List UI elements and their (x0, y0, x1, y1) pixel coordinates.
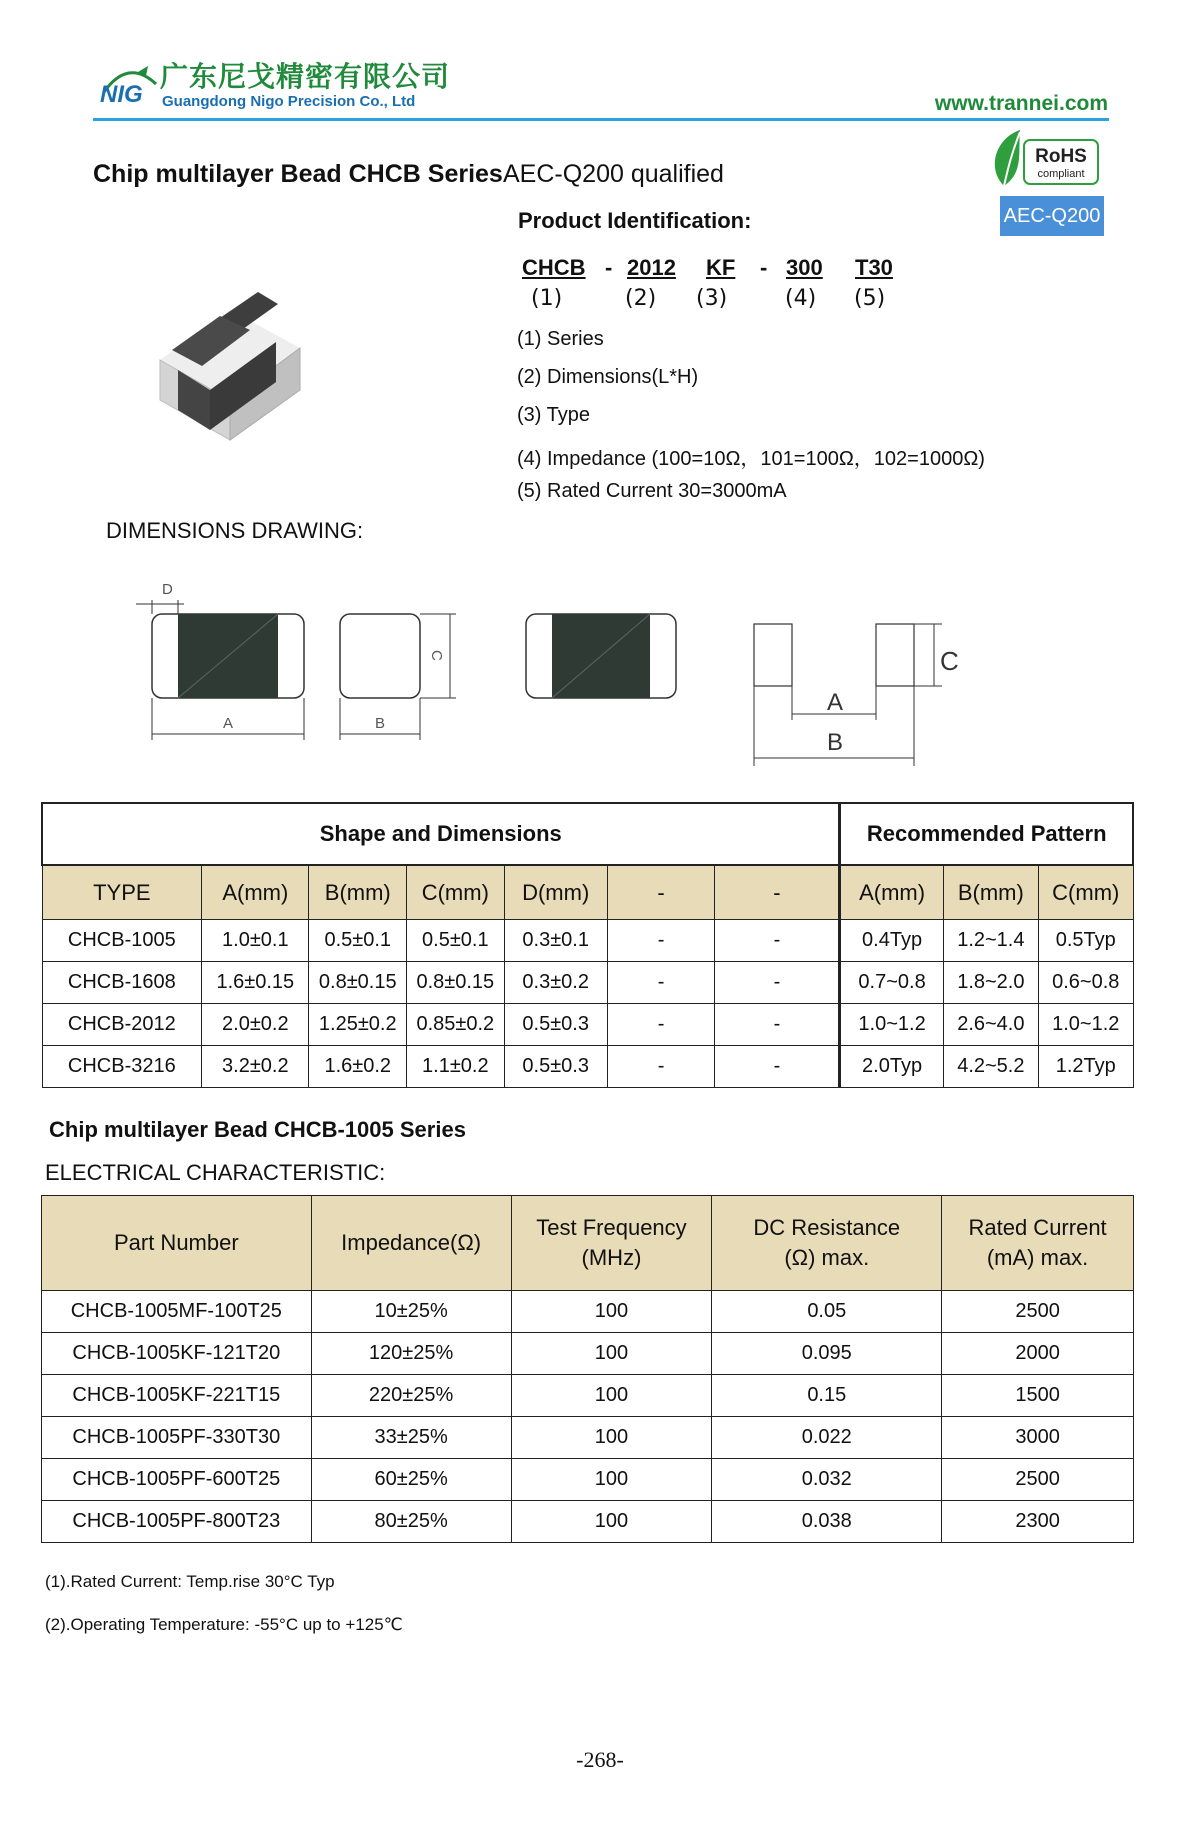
aec-qualified-label: AEC-Q200 qualified (503, 160, 724, 188)
table-cell: 2500 (942, 1291, 1134, 1333)
table-cell: 1.25±0.2 (309, 1004, 407, 1046)
column-header: A(mm) (840, 865, 943, 920)
table-cell: - (607, 1046, 715, 1088)
shape-dimensions-caption: Shape and Dimensions (42, 803, 840, 865)
pid-code-impedance: 300 (786, 255, 823, 280)
part-number-cell: CHCB-1005PF-330T30 (42, 1417, 312, 1459)
dimensions-drawing (120, 570, 1120, 770)
part-number-cell: CHCB-1005PF-600T25 (42, 1459, 312, 1501)
note-rated-current: (1).Rated Current: Temp.rise 30°C Typ (45, 1572, 335, 1591)
table-cell: 100 (511, 1291, 712, 1333)
table-cell: 100 (511, 1375, 712, 1417)
chip-top-view (136, 581, 304, 740)
table-row (42, 1375, 1134, 1417)
pid-num: (1) (531, 286, 563, 311)
table-cell: 0.8±0.15 (407, 962, 505, 1004)
table-cell: 120±25% (311, 1333, 511, 1375)
table-cell: 0.3±0.2 (504, 962, 607, 1004)
table-cell: 2.0±0.2 (202, 1004, 309, 1046)
pattern-label-c: C (940, 646, 959, 676)
pid-dash: - (760, 255, 768, 280)
leaf-icon (995, 130, 1020, 186)
table-cell: 60±25% (311, 1459, 511, 1501)
website-link[interactable]: www.trannei.com (934, 92, 1108, 115)
table-cell: 1.2~1.4 (943, 920, 1038, 962)
table-cell: 80±25% (311, 1501, 511, 1543)
table-cell: - (715, 1004, 840, 1046)
product-identification-title: Product Identification: (518, 208, 752, 233)
table-cell: 0.095 (712, 1333, 942, 1375)
pid-description: (3) Type (517, 404, 590, 426)
table-cell: 0.038 (712, 1501, 942, 1543)
table-row (42, 1417, 1134, 1459)
electrical-characteristics-table (41, 1195, 1134, 1543)
table-cell: CHCB-1608 (42, 962, 202, 1004)
table-cell: 10±25% (311, 1291, 511, 1333)
column-header: B(mm) (943, 865, 1038, 920)
pattern-label-a: A (827, 689, 844, 716)
table-cell: 100 (511, 1459, 712, 1501)
pid-num: (2) (625, 286, 657, 311)
table-cell: 220±25% (311, 1375, 511, 1417)
table-row (42, 1291, 1134, 1333)
table-cell: 100 (511, 1417, 712, 1459)
table-cell: 1.0~1.2 (1039, 1004, 1133, 1046)
table-cell: 0.3±0.1 (504, 920, 607, 962)
table-cell: 2300 (942, 1501, 1134, 1543)
page-number: -268- (576, 1747, 624, 1772)
chip-front-view (526, 614, 676, 698)
table-row (42, 1459, 1134, 1501)
electrical-characteristic-title: ELECTRICAL CHARACTERISTIC: (45, 1160, 386, 1185)
table-cell: 0.032 (712, 1459, 942, 1501)
table-cell: 33±25% (311, 1417, 511, 1459)
column-header: Rated Current (mA) max. (942, 1196, 1134, 1291)
table-cell: - (715, 920, 840, 962)
table-cell: 100 (511, 1501, 712, 1543)
table-cell: 1.0±0.1 (202, 920, 309, 962)
pid-description: (1) Series (517, 328, 604, 350)
rohs-sublabel: compliant (1037, 168, 1085, 180)
recommended-pattern-caption: Recommended Pattern (840, 803, 1133, 865)
chip-side-view (340, 614, 456, 740)
chip-bead-photo (150, 290, 310, 450)
dim-label-b: B (375, 715, 386, 732)
pid-code-type: KF (706, 255, 736, 280)
table-row (42, 962, 1133, 1004)
table-cell: 1.8~2.0 (943, 962, 1038, 1004)
table-cell: 0.85±0.2 (407, 1004, 505, 1046)
company-name-en: Guangdong Nigo Precision Co., Ltd (162, 93, 416, 110)
aec-q200-badge: AEC-Q200 (1000, 196, 1104, 236)
rohs-label: RoHS (1035, 146, 1087, 167)
dimensions-drawing-title: DIMENSIONS DRAWING: (106, 518, 364, 543)
recommended-pattern-view (754, 624, 959, 766)
table-cell: - (607, 962, 715, 1004)
column-header: TYPE (42, 865, 202, 920)
rohs-badge (990, 128, 1102, 192)
logo-text: NIG (100, 81, 143, 108)
table-cell: CHCB-1005 (42, 920, 202, 962)
part-number-cell: CHCB-1005PF-800T23 (42, 1501, 312, 1543)
table-cell: 1.0~1.2 (840, 1004, 943, 1046)
column-header: A(mm) (202, 865, 309, 920)
table-cell: 2.6~4.0 (943, 1004, 1038, 1046)
pid-code-current: T30 (855, 255, 893, 280)
shape-dimensions-table (41, 802, 1134, 1088)
table-row (42, 1046, 1133, 1088)
table-cell: 2.0Typ (840, 1046, 943, 1088)
table-row (42, 1004, 1133, 1046)
part-number-cell: CHCB-1005KF-221T15 (42, 1375, 312, 1417)
table-cell: - (607, 920, 715, 962)
column-header: - (607, 865, 715, 920)
table-cell: - (715, 1046, 840, 1088)
table-cell: CHCB-3216 (42, 1046, 202, 1088)
pid-description: (5) Rated Current 30=3000mA (517, 480, 787, 502)
column-header: Impedance(Ω) (311, 1196, 511, 1291)
pid-dash: - (605, 255, 613, 280)
dim-label-d: D (162, 581, 173, 598)
table-cell: 0.05 (712, 1291, 942, 1333)
table-cell: 2000 (942, 1333, 1134, 1375)
pid-code-series: CHCB (522, 255, 586, 280)
column-header: D(mm) (504, 865, 607, 920)
pattern-label-b: B (827, 729, 844, 756)
part-number-cell: CHCB-1005MF-100T25 (42, 1291, 312, 1333)
column-header: C(mm) (407, 865, 505, 920)
table-cell: 0.7~0.8 (840, 962, 943, 1004)
table-cell: CHCB-2012 (42, 1004, 202, 1046)
table-cell: 0.5±0.1 (309, 920, 407, 962)
pid-description: (4) Impedance (100=10Ω，101=100Ω，102=1000Ω) (517, 448, 985, 470)
column-header: B(mm) (309, 865, 407, 920)
dim-label-a: A (223, 715, 234, 732)
column-header: Part Number (42, 1196, 312, 1291)
table-row (42, 1501, 1134, 1543)
table-cell: 1500 (942, 1375, 1134, 1417)
page-title: Chip multilayer Bead CHCB Series (93, 160, 503, 188)
table-cell: 0.15 (712, 1375, 942, 1417)
table-row (42, 920, 1133, 962)
company-logo (98, 62, 160, 114)
column-header: DC Resistance (Ω) max. (712, 1196, 942, 1291)
table-cell: 100 (511, 1333, 712, 1375)
pid-num: (3) (696, 286, 728, 311)
table-cell: 0.022 (712, 1417, 942, 1459)
table-cell: 1.6±0.2 (309, 1046, 407, 1088)
series-1005-title: Chip multilayer Bead CHCB-1005 Series (49, 1117, 466, 1142)
table-cell: 1.2Typ (1039, 1046, 1133, 1088)
table-cell: 0.5±0.3 (504, 1046, 607, 1088)
note-operating-temperature: (2).Operating Temperature: -55°C up to +125℃ (45, 1615, 403, 1634)
column-header: Test Frequency (MHz) (511, 1196, 712, 1291)
table-row (42, 1333, 1134, 1375)
dim-label-c: C (428, 650, 445, 661)
table-cell: 0.5±0.3 (504, 1004, 607, 1046)
table-cell: - (715, 962, 840, 1004)
pid-num: (5) (854, 286, 886, 311)
table-cell: 0.5±0.1 (407, 920, 505, 962)
table-cell: 0.8±0.15 (309, 962, 407, 1004)
column-header: C(mm) (1039, 865, 1133, 920)
pid-code-dimensions: 2012 (627, 255, 676, 280)
table-cell: 3000 (942, 1417, 1134, 1459)
table-cell: 0.5Typ (1039, 920, 1133, 962)
table-cell: - (607, 1004, 715, 1046)
table-cell: 3.2±0.2 (202, 1046, 309, 1088)
table-cell: 1.1±0.2 (407, 1046, 505, 1088)
part-number-cell: CHCB-1005KF-121T20 (42, 1333, 312, 1375)
company-name-cn: 广东尼戈精密有限公司 (160, 60, 451, 93)
table-cell: 4.2~5.2 (943, 1046, 1038, 1088)
table-cell: 1.6±0.15 (202, 962, 309, 1004)
pid-num: (4) (785, 286, 817, 311)
pid-description: (2) Dimensions(L*H) (517, 366, 699, 388)
table-cell: 0.4Typ (840, 920, 943, 962)
table-cell: 2500 (942, 1459, 1134, 1501)
header-divider (93, 118, 1109, 121)
table-cell: 0.6~0.8 (1039, 962, 1133, 1004)
column-header: - (715, 865, 840, 920)
